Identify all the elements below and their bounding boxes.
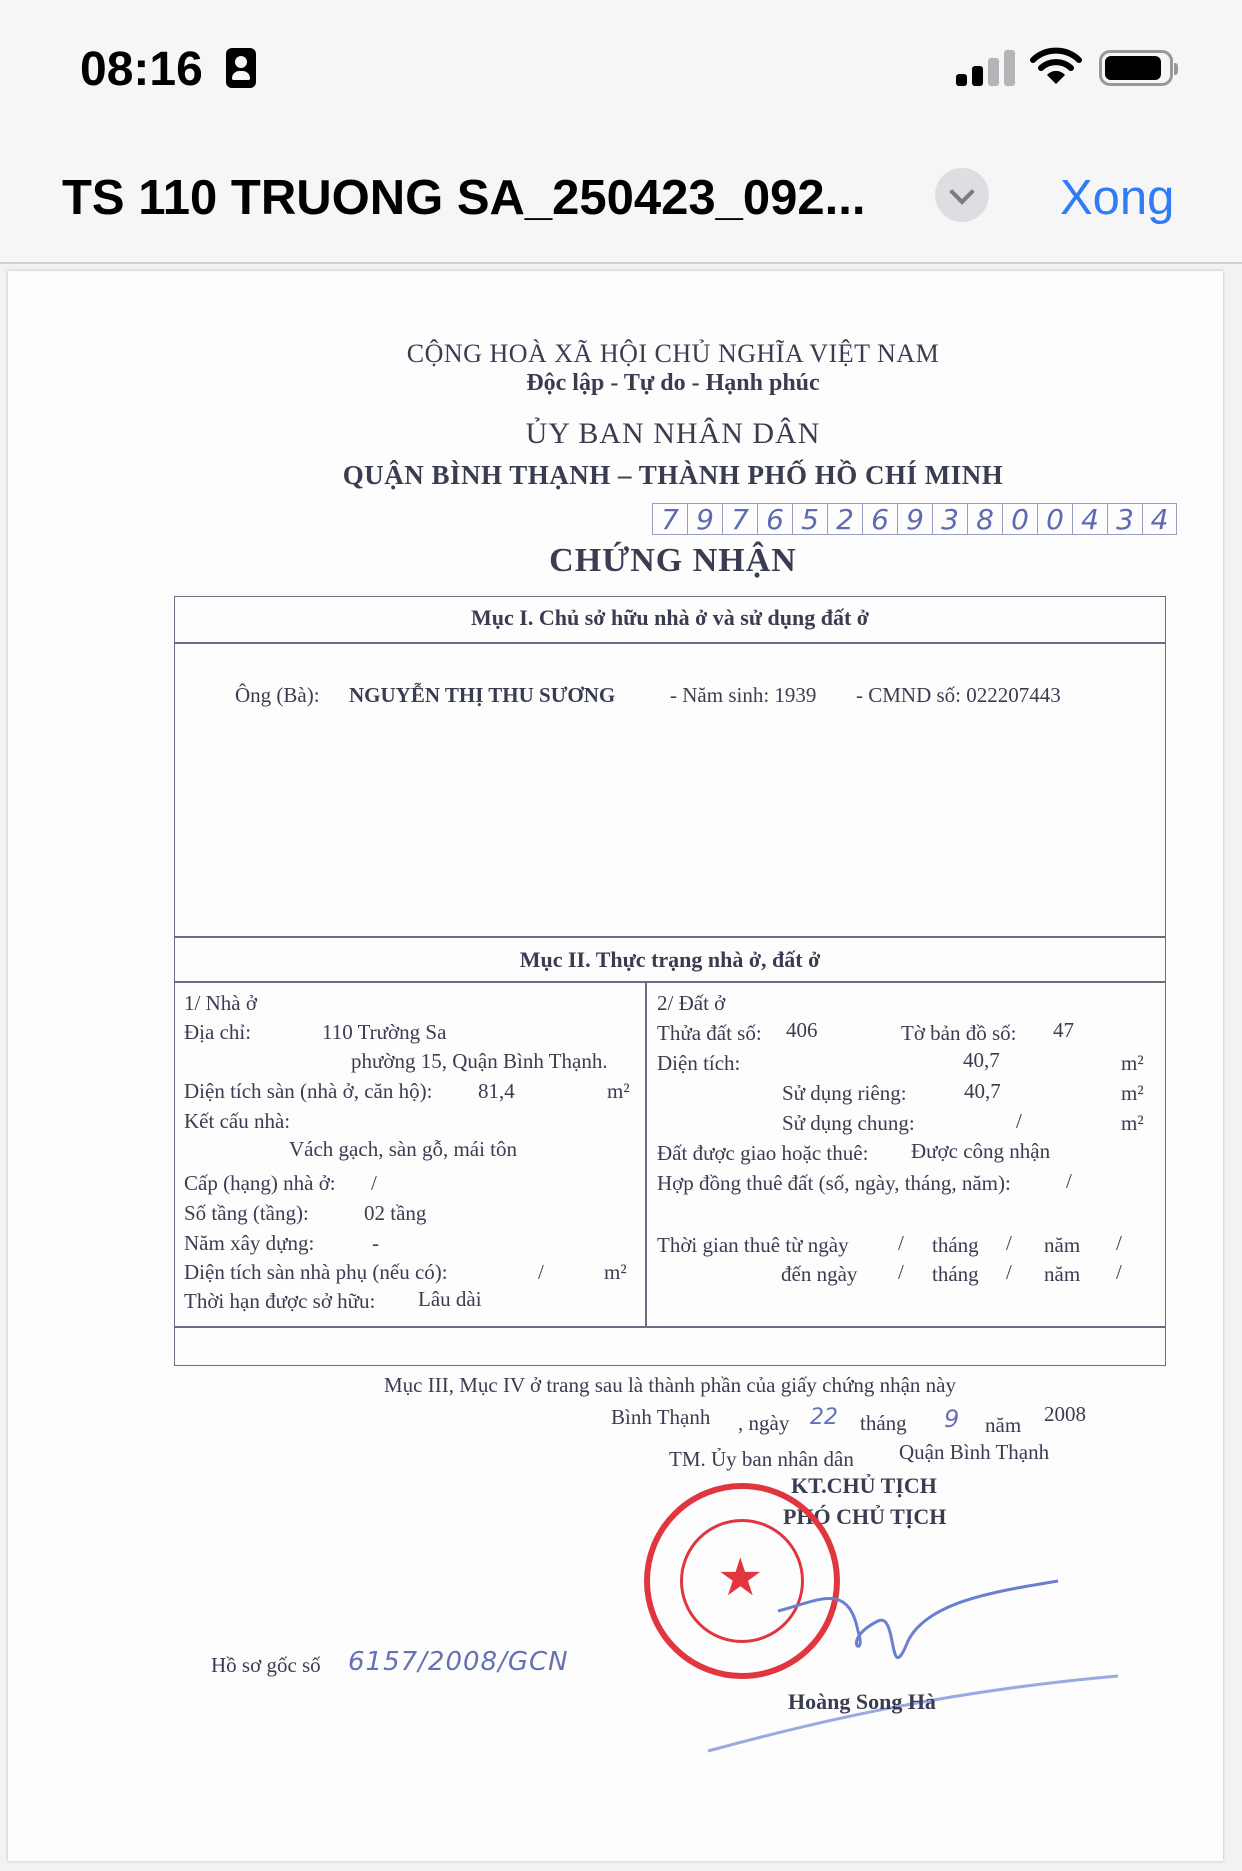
slash: / <box>898 1231 904 1255</box>
divider <box>174 1326 1166 1328</box>
ownership-label: Thời hạn được sở hữu: <box>184 1289 376 1313</box>
floor-area-value: 81,4 <box>478 1079 515 1103</box>
signatory-name: Hoàng Song Hà <box>788 1689 936 1714</box>
status-time: 08:16 <box>80 43 203 96</box>
star-icon: ★ <box>717 1548 764 1608</box>
day-value: 22 <box>810 1405 838 1430</box>
month-value: 9 <box>944 1405 960 1433</box>
motto: Độc lập - Tự do - Hạnh phúc <box>526 370 820 396</box>
address-line1: 110 Trường Sa <box>322 1020 447 1044</box>
divider <box>174 981 1166 983</box>
serial-digit: 3 <box>1107 503 1142 535</box>
section1-title: Mục I. Chủ sở hữu nhà ở và sử dụng đất ở <box>471 605 869 630</box>
signatory-district: Quận Bình Thạnh <box>899 1440 1050 1464</box>
lease-from-label: Thời gian thuê từ ngày <box>657 1233 849 1257</box>
slash: / <box>1116 1231 1122 1255</box>
area-value: 40,7 <box>963 1048 1000 1072</box>
certificate-title: CHỨNG NHẬN <box>549 542 797 579</box>
serial-digit: 6 <box>757 503 792 535</box>
serial-digit: 5 <box>792 503 827 535</box>
serial-digit: 2 <box>827 503 862 535</box>
file-number-value: 6157/2008/GCN <box>348 1647 569 1677</box>
place: Bình Thạnh <box>611 1405 711 1429</box>
unit-m2: m² <box>607 1079 630 1103</box>
slash: / <box>1116 1260 1122 1284</box>
committee-header: ỦY BAN NHÂN DÂN <box>525 417 821 450</box>
grade-label: Cấp (hạng) nhà ở: <box>184 1171 336 1195</box>
structure-value: Vách gạch, sàn gỗ, mái tôn <box>289 1137 518 1161</box>
parcel-label: Thửa đất số: <box>657 1021 762 1045</box>
unit-m2: m² <box>1121 1081 1144 1105</box>
owner-birth-year: - Năm sinh: 1939 <box>670 683 817 707</box>
wifi-icon <box>1030 46 1082 86</box>
serial-digit: 9 <box>897 503 932 535</box>
address-line2: phường 15, Quận Bình Thạnh. <box>351 1049 608 1073</box>
owner-name: NGUYỄN THỊ THU SƯƠNG <box>349 683 616 707</box>
serial-number <box>652 503 1177 543</box>
floor-area-label: Diện tích sàn (nhà ở, căn hộ): <box>184 1079 433 1103</box>
day-label: , ngày <box>738 1411 790 1435</box>
unit-m2: m² <box>1121 1051 1144 1075</box>
section2-title: Mục II. Thực trạng nhà ở, đất ở <box>519 947 821 972</box>
serial-digit: 7 <box>652 503 687 535</box>
slash: / <box>1006 1231 1012 1255</box>
serial-digit: 6 <box>862 503 897 535</box>
lease-to-month-label: tháng <box>932 1262 979 1286</box>
slash: / <box>1006 1260 1012 1284</box>
month-label: tháng <box>860 1411 907 1435</box>
private-use-value: 40,7 <box>964 1079 1001 1103</box>
aux-area-value: / <box>538 1260 544 1284</box>
title-menu-chevron-down-icon[interactable] <box>935 168 989 222</box>
serial-digit: 8 <box>967 503 1002 535</box>
status-bar <box>0 0 1242 140</box>
battery-icon <box>1099 50 1173 86</box>
document-page <box>8 271 1223 1861</box>
year-built-value: - <box>372 1231 379 1255</box>
serial-digit: 0 <box>1002 503 1037 535</box>
floors-label: Số tầng (tầng): <box>184 1201 309 1225</box>
owner-prefix: Ông (Bà): <box>235 683 320 707</box>
serial-digit: 4 <box>1072 503 1107 535</box>
aux-area-label: Diện tích sàn nhà phụ (nếu có): <box>184 1260 448 1284</box>
lease-to-year-label: năm <box>1044 1262 1081 1286</box>
signatory-role1: KT.CHỦ TỊCH <box>791 1473 937 1498</box>
signatory-role2: PHÓ CHỦ TỊCH <box>783 1504 947 1529</box>
lease-contract-label: Hợp đồng thuê đất (số, ngày, tháng, năm): <box>657 1171 1011 1195</box>
serial-digit: 3 <box>932 503 967 535</box>
private-use-label: Sử dụng riêng: <box>782 1081 907 1105</box>
shared-use-label: Sử dụng chung: <box>782 1111 915 1135</box>
parcel-value: 406 <box>786 1018 818 1042</box>
document-title[interactable]: TS 110 TRUONG SA_250423_092... <box>62 171 866 225</box>
allocation-label: Đất được giao hoặc thuê: <box>657 1141 869 1165</box>
lease-from-month-label: tháng <box>932 1233 979 1257</box>
allocation-value: Được công nhận <box>911 1139 1051 1163</box>
cellular-signal-icon <box>956 50 1016 86</box>
year-label: năm <box>985 1413 1022 1437</box>
done-button[interactable]: Xong <box>1060 171 1175 225</box>
file-number-label: Hồ sơ gốc số <box>211 1653 321 1677</box>
shared-use-value: / <box>1016 1109 1022 1133</box>
serial-digit: 7 <box>722 503 757 535</box>
area-label: Diện tích: <box>657 1051 741 1075</box>
district-header: QUẬN BÌNH THẠNH – THÀNH PHỐ HỒ CHÍ MINH <box>342 460 1004 490</box>
divider <box>174 642 1166 644</box>
serial-digit: 0 <box>1037 503 1072 535</box>
lease-from-year-label: năm <box>1044 1233 1081 1257</box>
address-label: Địa chỉ: <box>184 1020 252 1044</box>
grade-value: / <box>371 1171 377 1195</box>
owner-id-number: - CMND số: 022207443 <box>856 683 1061 707</box>
serial-digit: 9 <box>687 503 722 535</box>
slash: / <box>898 1260 904 1284</box>
country-header: CỘNG HOÀ XÃ HỘI CHỦ NGHĨA VIỆT NAM <box>406 339 940 368</box>
footer-note: Mục III, Mục IV ở trang sau là thành phần của giấy chứng nhận này <box>383 1373 956 1397</box>
year-built-label: Năm xây dựng: <box>184 1231 315 1255</box>
land-heading: 2/ Đất ở <box>657 991 726 1015</box>
ownership-value: Lâu dài <box>418 1287 482 1311</box>
map-label: Tờ bản đồ số: <box>901 1021 1017 1045</box>
unit-m2: m² <box>1121 1111 1144 1135</box>
document-toolbar <box>0 140 1242 264</box>
contact-card-icon <box>226 48 256 88</box>
signature <box>698 1561 1138 1761</box>
house-heading: 1/ Nhà ở <box>184 991 257 1015</box>
unit-m2: m² <box>604 1260 627 1284</box>
signatory-org: TM. Ủy ban nhân dân <box>669 1447 854 1471</box>
lease-contract-value: / <box>1066 1169 1072 1193</box>
floors-value: 02 tầng <box>364 1201 427 1225</box>
column-divider <box>645 981 647 1326</box>
structure-label: Kết cấu nhà: <box>184 1109 291 1133</box>
year-value: 2008 <box>1044 1402 1086 1426</box>
serial-digit: 4 <box>1142 503 1177 535</box>
lease-to-label: đến ngày <box>781 1262 858 1286</box>
divider <box>174 936 1166 938</box>
map-value: 47 <box>1053 1018 1074 1042</box>
